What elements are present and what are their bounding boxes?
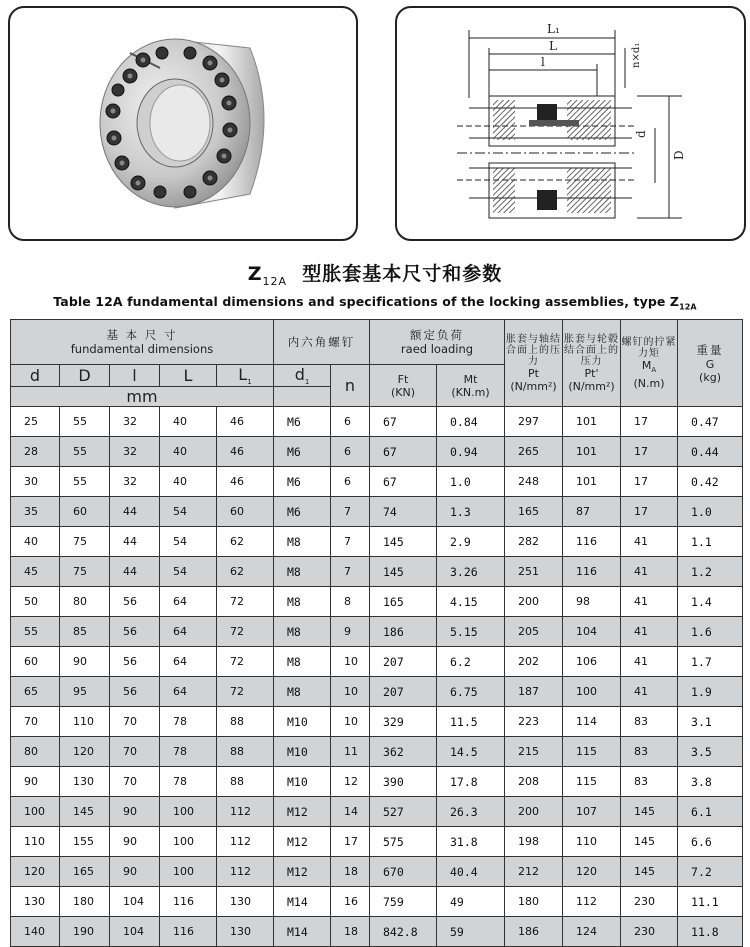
table-cell: 80 (11, 737, 60, 767)
table-cell: 14 (331, 797, 370, 827)
table-cell: 1.3 (437, 497, 505, 527)
table-cell: 120 (60, 737, 110, 767)
header-pressure-hub: 胀套与轮毂结合面上的压力 Pt' (N/mm²) (563, 320, 621, 407)
table-cell: 40.4 (437, 857, 505, 887)
table-cell: 0.47 (678, 407, 743, 437)
table-cell: M8 (274, 557, 331, 587)
header-col-Ft: Ft (KN) (370, 365, 437, 407)
table-cell: 2.9 (437, 527, 505, 557)
table-cell: 18 (331, 857, 370, 887)
table-cell: 112 (217, 797, 274, 827)
table-cell: 78 (160, 707, 217, 737)
table-cell: 1.6 (678, 617, 743, 647)
table-cell: 3.26 (437, 557, 505, 587)
table-cell: M10 (274, 767, 331, 797)
table-cell: 56 (110, 587, 160, 617)
table-cell: 95 (60, 677, 110, 707)
table-cell: M6 (274, 407, 331, 437)
table-cell: 35 (11, 497, 60, 527)
title-english: Table 12A fundamental dimensions and specifications of the locking assemblies, type $Z_{12A}$ (53, 293, 697, 312)
header-pressure-shaft: 胀套与轴结合面上的压力 Pt (N/mm²) (505, 320, 563, 407)
table-cell: 140 (11, 917, 60, 947)
table-cell: 49 (437, 887, 505, 917)
table-cell: 41 (621, 617, 678, 647)
table-cell: 59 (437, 917, 505, 947)
table-cell: M8 (274, 677, 331, 707)
header-rated-load: 额定负荷 raed loading (370, 320, 505, 365)
table-cell: 54 (160, 497, 217, 527)
table-cell: 230 (621, 887, 678, 917)
table-cell: 0.84 (437, 407, 505, 437)
table-cell: 110 (60, 707, 110, 737)
table-cell: 17 (621, 497, 678, 527)
table-cell: 40 (160, 437, 217, 467)
table-cell: 145 (621, 797, 678, 827)
table-cell: 25 (11, 407, 60, 437)
table-row (11, 827, 743, 857)
table-cell: 56 (110, 617, 160, 647)
dim-label-L1: L₁ (547, 22, 560, 36)
table-cell: 390 (370, 767, 437, 797)
product-photo-panel (8, 6, 358, 241)
table-cell: 64 (160, 677, 217, 707)
table-cell: 3.5 (678, 737, 743, 767)
table-cell: 670 (370, 857, 437, 887)
table-cell: 155 (60, 827, 110, 857)
header-col-Mt: Mt (KN.m) (437, 365, 505, 407)
table-cell: 60 (11, 647, 60, 677)
table-cell: 85 (60, 617, 110, 647)
table-cell: 90 (110, 857, 160, 887)
table-cell: 215 (505, 737, 563, 767)
table-cell: 186 (370, 617, 437, 647)
table-cell: 110 (563, 827, 621, 857)
table-cell: 17 (621, 467, 678, 497)
table-cell: 115 (563, 767, 621, 797)
dim-label-D: D (672, 150, 686, 160)
table-cell: 112 (563, 887, 621, 917)
table-cell: 90 (110, 827, 160, 857)
table-cell: 72 (217, 647, 274, 677)
table-cell: 46 (217, 407, 274, 437)
table-cell: M8 (274, 617, 331, 647)
table-cell: 32 (110, 437, 160, 467)
table-cell: 248 (505, 467, 563, 497)
table-cell: 75 (60, 557, 110, 587)
table-cell: 0.42 (678, 467, 743, 497)
dim-label-l: l (541, 55, 545, 69)
table-cell: 60 (60, 497, 110, 527)
table-cell: 200 (505, 587, 563, 617)
table-cell: 0.44 (678, 437, 743, 467)
table-cell: M6 (274, 467, 331, 497)
table-cell: 180 (60, 887, 110, 917)
table-cell: 3.8 (678, 767, 743, 797)
table-cell: 842.8 (370, 917, 437, 947)
table-cell: 251 (505, 557, 563, 587)
table-cell: 1.0 (437, 467, 505, 497)
header-col-d: d (11, 365, 60, 387)
table-cell: 5.15 (437, 617, 505, 647)
table-cell: 80 (60, 587, 110, 617)
table-cell: 120 (11, 857, 60, 887)
table-row (11, 677, 743, 707)
table-cell: 70 (11, 707, 60, 737)
table-cell: 7 (331, 557, 370, 587)
table-cell: 106 (563, 647, 621, 677)
table-cell: 230 (621, 917, 678, 947)
table-cell: 100 (160, 857, 217, 887)
table-cell: 14.5 (437, 737, 505, 767)
header-tightening-torque: 螺钉的拧紧力矩 $M_A$ (N.m) (621, 320, 678, 407)
table-row (11, 587, 743, 617)
table-cell: 329 (370, 707, 437, 737)
table-cell: 7 (331, 497, 370, 527)
table-row (11, 437, 743, 467)
table-cell: 112 (217, 857, 274, 887)
table-cell: 10 (331, 677, 370, 707)
table-cell: 130 (217, 887, 274, 917)
table-cell: 41 (621, 677, 678, 707)
table-cell: 6.75 (437, 677, 505, 707)
table-cell: 100 (563, 677, 621, 707)
table-cell: 70 (110, 767, 160, 797)
table-cell: 60 (217, 497, 274, 527)
table-cell: 265 (505, 437, 563, 467)
table-row (11, 887, 743, 917)
table-cell: M6 (274, 437, 331, 467)
table-cell: 67 (370, 467, 437, 497)
header-weight: 重量 G (kg) (678, 320, 743, 407)
table-cell: 87 (563, 497, 621, 527)
table-cell: 145 (370, 527, 437, 557)
table-cell: M14 (274, 917, 331, 947)
table-cell: 1.9 (678, 677, 743, 707)
table-cell: 7.2 (678, 857, 743, 887)
table-cell: 72 (217, 587, 274, 617)
dim-label-d: d (634, 130, 648, 138)
table-cell: 202 (505, 647, 563, 677)
table-cell: 90 (11, 767, 60, 797)
table-row (11, 527, 743, 557)
table-cell: M12 (274, 857, 331, 887)
table-cell: 8 (331, 587, 370, 617)
table-cell: 6 (331, 437, 370, 467)
table-row (11, 707, 743, 737)
table-cell: 90 (60, 647, 110, 677)
table-cell: 16 (331, 887, 370, 917)
table-cell: 186 (505, 917, 563, 947)
table-cell: 101 (563, 407, 621, 437)
table-cell: 0.94 (437, 437, 505, 467)
table-cell: 17 (331, 827, 370, 857)
table-cell: 100 (160, 827, 217, 857)
header-unit-mm: mm (11, 387, 274, 407)
table-cell: 145 (621, 857, 678, 887)
table-cell: 208 (505, 767, 563, 797)
table-cell: 44 (110, 557, 160, 587)
table-cell: M8 (274, 587, 331, 617)
table-title (0, 262, 750, 315)
table-cell: 32 (110, 407, 160, 437)
table-cell: 88 (217, 767, 274, 797)
table-cell: 64 (160, 647, 217, 677)
table-cell: 67 (370, 407, 437, 437)
dim-label-L: L (549, 39, 557, 53)
table-cell: 205 (505, 617, 563, 647)
header-col-d1: $d_1$ (274, 365, 331, 387)
table-cell: 67 (370, 437, 437, 467)
header-hex-screw: 内六角螺钉 (274, 320, 370, 365)
specification-table (10, 319, 743, 947)
table-row (11, 737, 743, 767)
table-cell: 6 (331, 407, 370, 437)
table-cell: 527 (370, 797, 437, 827)
table-row (11, 917, 743, 947)
dim-label-n-d1: n×d₁ (631, 42, 642, 68)
table-cell: 114 (563, 707, 621, 737)
table-cell: 6.1 (678, 797, 743, 827)
table-cell: 9 (331, 617, 370, 647)
table-cell: 130 (217, 917, 274, 947)
table-cell: 40 (160, 407, 217, 437)
table-cell: 1.4 (678, 587, 743, 617)
technical-drawing-panel (395, 6, 746, 241)
table-cell: 11.5 (437, 707, 505, 737)
table-body (11, 407, 743, 947)
header-col-D: D (60, 365, 110, 387)
table-cell: 198 (505, 827, 563, 857)
locking-assembly-photo (10, 8, 356, 239)
table-cell: 100 (11, 797, 60, 827)
table-cell: 6.6 (678, 827, 743, 857)
table-cell: 207 (370, 677, 437, 707)
table-cell: 3.1 (678, 707, 743, 737)
table-cell: 72 (217, 617, 274, 647)
table-cell: 282 (505, 527, 563, 557)
table-cell: 145 (60, 797, 110, 827)
table-cell: 54 (160, 557, 217, 587)
table-cell: 200 (505, 797, 563, 827)
table-cell: 130 (11, 887, 60, 917)
table-cell: 145 (370, 557, 437, 587)
table-cell: 100 (160, 797, 217, 827)
table-cell: 64 (160, 587, 217, 617)
table-cell: 180 (505, 887, 563, 917)
table-cell: 44 (110, 497, 160, 527)
table-cell: 112 (217, 827, 274, 857)
table-cell: 1.0 (678, 497, 743, 527)
table-cell: 10 (331, 707, 370, 737)
table-cell: 11.8 (678, 917, 743, 947)
table-cell: 62 (217, 527, 274, 557)
table-cell: 64 (160, 617, 217, 647)
table-cell: 98 (563, 587, 621, 617)
table-cell: 55 (11, 617, 60, 647)
table-cell: 28 (11, 437, 60, 467)
table-cell: 17 (621, 407, 678, 437)
table-cell: M10 (274, 737, 331, 767)
table-cell: 55 (60, 437, 110, 467)
table-cell: 116 (160, 917, 217, 947)
table-cell: 74 (370, 497, 437, 527)
table-cell: 56 (110, 647, 160, 677)
table-cell: 120 (563, 857, 621, 887)
table-cell: M10 (274, 707, 331, 737)
table-cell: 104 (110, 887, 160, 917)
table-row (11, 557, 743, 587)
table-cell: 107 (563, 797, 621, 827)
table-row (11, 617, 743, 647)
table-cell: 575 (370, 827, 437, 857)
header-col-L: L (160, 365, 217, 387)
table-cell: 12 (331, 767, 370, 797)
table-cell: 72 (217, 677, 274, 707)
table-row (11, 767, 743, 797)
table-cell: 78 (160, 767, 217, 797)
table-cell: 116 (563, 557, 621, 587)
table-cell: 212 (505, 857, 563, 887)
table-cell: 31.8 (437, 827, 505, 857)
table-cell: 32 (110, 467, 160, 497)
table-cell: 10 (331, 647, 370, 677)
table-cell: 165 (370, 587, 437, 617)
table-cell: 55 (60, 407, 110, 437)
table-cell: 88 (217, 707, 274, 737)
table-cell: 46 (217, 437, 274, 467)
table-cell: 110 (11, 827, 60, 857)
table-cell: 40 (160, 467, 217, 497)
table-cell: 759 (370, 887, 437, 917)
table-cell: 11.1 (678, 887, 743, 917)
table-cell: 70 (110, 707, 160, 737)
table-row (11, 407, 743, 437)
table-cell: 40 (11, 527, 60, 557)
table-row (11, 467, 743, 497)
table-cell: 115 (563, 737, 621, 767)
table-cell: 78 (160, 737, 217, 767)
table-cell: 83 (621, 767, 678, 797)
table-cell: 17.8 (437, 767, 505, 797)
header-col-l: l (110, 365, 160, 387)
table-cell: 362 (370, 737, 437, 767)
table-cell: 75 (60, 527, 110, 557)
table-cell: 223 (505, 707, 563, 737)
table-cell: M8 (274, 647, 331, 677)
table-cell: M8 (274, 527, 331, 557)
table-cell: 44 (110, 527, 160, 557)
table-cell: M12 (274, 827, 331, 857)
table-cell: 4.15 (437, 587, 505, 617)
table-cell: 207 (370, 647, 437, 677)
table-cell: M14 (274, 887, 331, 917)
table-cell: 145 (621, 827, 678, 857)
table-cell: 17 (621, 437, 678, 467)
header-col-L1: $L_1$ (217, 365, 274, 387)
table-cell: 165 (505, 497, 563, 527)
title-chinese: $Z_{12A}$ 型胀套基本尺寸和参数 (247, 263, 503, 288)
table-cell: 116 (160, 887, 217, 917)
table-cell: 83 (621, 737, 678, 767)
cross-section-drawing (397, 8, 744, 239)
table-cell: 90 (110, 797, 160, 827)
table-cell: 1.2 (678, 557, 743, 587)
table-cell: 88 (217, 737, 274, 767)
table-cell: 104 (110, 917, 160, 947)
table-cell: 101 (563, 467, 621, 497)
table-cell: 83 (621, 707, 678, 737)
table-cell: 1.7 (678, 647, 743, 677)
table-cell: 104 (563, 617, 621, 647)
table-cell: 55 (60, 467, 110, 497)
table-cell: 45 (11, 557, 60, 587)
table-cell: 11 (331, 737, 370, 767)
table-cell: 26.3 (437, 797, 505, 827)
table-cell: M6 (274, 497, 331, 527)
table-cell: 297 (505, 407, 563, 437)
header-fundamental-dimensions: 基 本 尺 寸 fundamental dimensions (11, 320, 274, 365)
table-cell: 18 (331, 917, 370, 947)
table-cell: 187 (505, 677, 563, 707)
table-cell: 62 (217, 557, 274, 587)
table-cell: 46 (217, 467, 274, 497)
table-cell: 54 (160, 527, 217, 557)
table-cell: 41 (621, 647, 678, 677)
table-row (11, 497, 743, 527)
table-cell: 41 (621, 587, 678, 617)
table-row (11, 797, 743, 827)
table-cell: 6 (331, 467, 370, 497)
table-cell: 70 (110, 737, 160, 767)
table-cell: 65 (11, 677, 60, 707)
table-cell: 30 (11, 467, 60, 497)
header-col-n: n (331, 365, 370, 407)
table-cell: 1.1 (678, 527, 743, 557)
table-cell: 165 (60, 857, 110, 887)
table-cell: M12 (274, 797, 331, 827)
table-cell: 116 (563, 527, 621, 557)
table-cell: 7 (331, 527, 370, 557)
table-cell: 130 (60, 767, 110, 797)
table-cell: 190 (60, 917, 110, 947)
header-unit-blank (274, 387, 331, 407)
table-cell: 41 (621, 527, 678, 557)
table-cell: 56 (110, 677, 160, 707)
table-cell: 101 (563, 437, 621, 467)
table-cell: 50 (11, 587, 60, 617)
table-row (11, 647, 743, 677)
table-cell: 6.2 (437, 647, 505, 677)
table-cell: 41 (621, 557, 678, 587)
table-cell: 124 (563, 917, 621, 947)
table-row (11, 857, 743, 887)
